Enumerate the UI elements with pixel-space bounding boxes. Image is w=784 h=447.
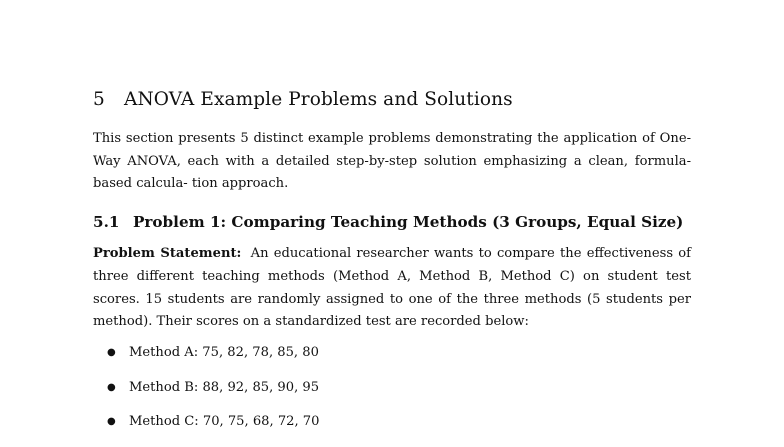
section-heading [93,89,513,110]
intro-line-2: ANOVA, each with a detailed step-by-step solution emphasizing a clean, formula-based calcula- [93,153,691,191]
bullet-icon: ● [107,381,116,393]
problem-line-2: different teaching methods (Method A, Method B, Method C) on student test scores. 15 students [93,268,691,307]
problem-line-1: An educational researcher wants to compare the effectiveness of three [93,246,691,284]
problem-line-4: standardized test are recorded below: [275,314,529,330]
list-item-text: Method C: 70, 75, 68, 72, 70 [129,414,320,429]
list-item [107,378,319,413]
problem-statement-label: Problem Statement: [93,246,242,261]
method-scores-list [107,343,319,447]
bullet-icon: ● [107,416,116,427]
subsection-title-text: Problem 1: Comparing Teaching Methods (3 Groups, Equal Size) [133,213,684,231]
problem-line-3: are randomly assigned to one of the three methods (5 students per method). Their scores on a [93,291,691,330]
intro-line-3: tion approach. [191,176,289,191]
problem-statement [93,243,691,334]
list-item [107,412,319,447]
bullet-icon: ● [107,347,116,358]
section-title-text: ANOVA Example Problems and Solutions [124,89,513,110]
list-item-text: Method B: 88, 92, 85, 90, 95 [129,379,320,395]
subsection-heading [93,213,683,231]
list-item [107,343,319,378]
intro-line-1: This section presents 5 distinct example problems demonstrating the application of One-Way [93,131,691,169]
subsection-number: 5.1 [93,213,120,231]
list-item-text: Method A: 75, 82, 78, 85, 80 [129,345,319,360]
section-number: 5 [93,89,105,110]
intro-paragraph [93,128,691,196]
